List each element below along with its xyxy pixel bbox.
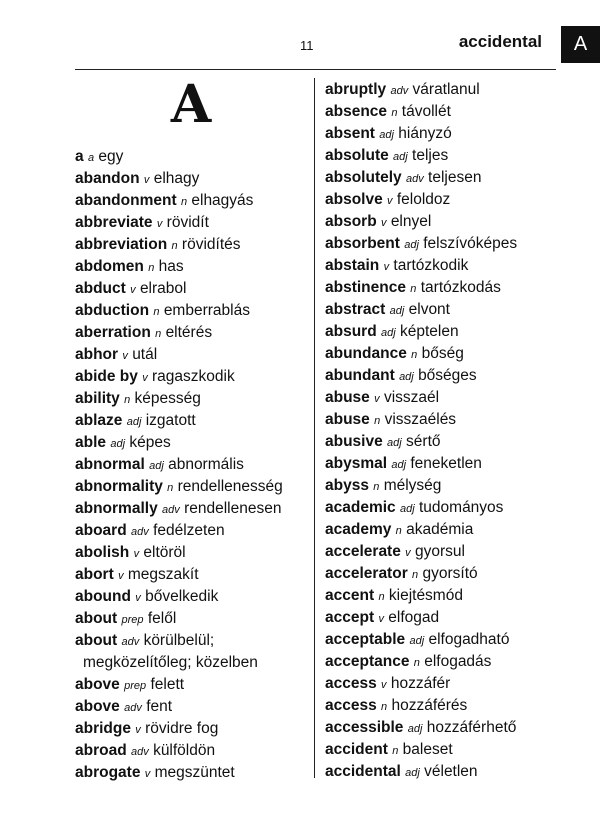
- translation: baleset: [402, 741, 453, 758]
- translation: megközelítőleg; közelben: [83, 654, 258, 671]
- translation: felszívóképes: [423, 235, 518, 252]
- left-column: [75, 146, 311, 784]
- translation: egy: [98, 148, 124, 165]
- part-of-speech: v: [142, 372, 148, 384]
- dictionary-entry: [325, 497, 561, 519]
- translation: abnormális: [168, 456, 244, 473]
- translation: teljesen: [428, 169, 482, 186]
- dictionary-entry: [75, 366, 311, 388]
- part-of-speech: n: [167, 482, 174, 494]
- dictionary-entry: [75, 630, 311, 652]
- translation: tartózkodás: [420, 279, 501, 296]
- dictionary-entry: [75, 696, 311, 718]
- part-of-speech: adv: [131, 526, 149, 538]
- part-of-speech: n: [155, 328, 162, 340]
- part-of-speech: adv: [121, 636, 140, 648]
- headword: accept: [325, 609, 375, 626]
- dictionary-entry: [325, 409, 561, 431]
- translation: visszaélés: [384, 411, 457, 428]
- dictionary-entry: [325, 123, 561, 145]
- translation: elfogadás: [424, 653, 492, 670]
- headword: abandon: [75, 170, 140, 187]
- headword: abnormally: [75, 500, 158, 517]
- dictionary-entry: [75, 300, 311, 322]
- headword: abyss: [325, 477, 369, 494]
- translation: mélység: [383, 477, 442, 494]
- headword: above: [75, 676, 120, 693]
- part-of-speech: v: [135, 724, 141, 736]
- guide-word: accidental: [458, 32, 542, 51]
- part-of-speech: adv: [405, 173, 424, 185]
- translation: izgatott: [145, 412, 196, 429]
- translation: rendellenesen: [184, 500, 282, 517]
- translation: eltöröl: [143, 544, 186, 561]
- headword: about: [75, 610, 118, 627]
- headword: able: [75, 434, 107, 451]
- translation: utál: [132, 346, 158, 363]
- translation: tudományos: [418, 499, 504, 516]
- part-of-speech: adj: [126, 416, 142, 428]
- headword: abysmal: [325, 455, 388, 472]
- dictionary-entry: [75, 278, 311, 300]
- dictionary-entry: [75, 388, 311, 410]
- headword: above: [75, 698, 120, 715]
- part-of-speech: v: [130, 284, 136, 296]
- headword: ability: [75, 390, 120, 407]
- dictionary-entry: [325, 255, 561, 277]
- headword: abbreviate: [75, 214, 153, 231]
- part-of-speech: prep: [121, 614, 144, 626]
- translation: elfogad: [388, 609, 440, 626]
- headword: abbreviation: [75, 236, 168, 253]
- headword: abide by: [75, 368, 138, 385]
- part-of-speech: n: [411, 349, 418, 361]
- dictionary-entry: [325, 541, 561, 563]
- part-of-speech: adj: [379, 129, 394, 141]
- dictionary-entry: [325, 211, 561, 233]
- part-of-speech: adj: [409, 635, 425, 647]
- part-of-speech: adj: [404, 239, 419, 251]
- part-of-speech: n: [180, 196, 188, 208]
- part-of-speech: n: [381, 701, 388, 713]
- translation: bővelkedik: [145, 588, 219, 605]
- dictionary-entry: [325, 651, 561, 673]
- translation: has: [158, 258, 184, 275]
- headword: abolish: [75, 544, 130, 561]
- dictionary-entry: [325, 431, 561, 453]
- headword: absolute: [325, 147, 389, 164]
- headword: access: [325, 675, 377, 692]
- dictionary-entry: [75, 564, 311, 586]
- dictionary-entry: [75, 256, 311, 278]
- dictionary-entry: [325, 277, 561, 299]
- headword: abstain: [325, 257, 380, 274]
- headword: abroad: [75, 742, 127, 759]
- dictionary-entry: [325, 387, 561, 409]
- part-of-speech: adj: [110, 438, 126, 450]
- header-rule: [75, 69, 556, 70]
- part-of-speech: n: [378, 591, 385, 603]
- part-of-speech: adj: [387, 437, 402, 449]
- translation: eltérés: [165, 324, 213, 341]
- part-of-speech: adv: [124, 702, 142, 714]
- part-of-speech: n: [373, 481, 380, 493]
- translation: rövidít: [166, 214, 209, 231]
- translation: fedélzeten: [153, 522, 225, 539]
- headword: abrogate: [75, 764, 141, 781]
- dictionary-entry: [75, 498, 311, 520]
- translation: elvont: [408, 301, 450, 318]
- headword: absurd: [325, 323, 377, 340]
- translation: elhagyás: [191, 192, 254, 209]
- headword: absent: [325, 125, 375, 142]
- part-of-speech: n: [153, 306, 160, 318]
- translation: hiányzó: [398, 125, 452, 142]
- headword: abound: [75, 588, 131, 605]
- headword: accelerator: [325, 565, 408, 582]
- translation: képes: [129, 434, 171, 451]
- dictionary-entry: [75, 762, 311, 784]
- headword: abandonment: [75, 192, 177, 209]
- part-of-speech: v: [118, 570, 124, 582]
- translation: elnyel: [390, 213, 432, 230]
- dictionary-entry: [325, 717, 561, 739]
- headword: abusive: [325, 433, 383, 450]
- headword: accent: [325, 587, 375, 604]
- translation: távollét: [401, 103, 451, 120]
- translation: külföldön: [153, 742, 216, 759]
- part-of-speech: n: [124, 394, 131, 406]
- translation: feloldoz: [396, 191, 451, 208]
- dictionary-entry: [75, 146, 311, 168]
- part-of-speech: v: [378, 613, 384, 625]
- translation: ragaszkodik: [152, 368, 235, 385]
- dictionary-entry: [75, 168, 311, 190]
- part-of-speech: adj: [389, 305, 405, 317]
- dictionary-entry: [325, 321, 561, 343]
- dictionary-entry: [325, 695, 561, 717]
- translation: fent: [146, 698, 173, 715]
- translation: felett: [150, 676, 185, 693]
- translation: sértő: [406, 433, 441, 450]
- part-of-speech: n: [171, 240, 178, 252]
- translation: rendellenesség: [177, 478, 283, 495]
- dictionary-entry: [325, 563, 561, 585]
- translation: elrabol: [139, 280, 187, 297]
- part-of-speech: n: [410, 283, 417, 295]
- headword: a: [75, 148, 84, 165]
- dictionary-entry: [75, 652, 311, 674]
- dictionary-entry: [325, 519, 561, 541]
- translation: tartózkodik: [393, 257, 469, 274]
- dictionary-entry: [75, 234, 311, 256]
- part-of-speech: a: [87, 152, 95, 164]
- headword: abort: [75, 566, 114, 583]
- part-of-speech: v: [387, 195, 393, 207]
- headword: abnormality: [75, 478, 163, 495]
- headword: absolve: [325, 191, 383, 208]
- dictionary-entry: [325, 475, 561, 497]
- translation: váratlanul: [412, 81, 480, 98]
- translation: elhagy: [153, 170, 200, 187]
- dictionary-entry: [325, 101, 561, 123]
- dictionary-entry: [75, 608, 311, 630]
- dictionary-entry: [325, 673, 561, 695]
- headword: abstinence: [325, 279, 406, 296]
- page-number: 11: [300, 38, 314, 53]
- headword: accident: [325, 741, 388, 758]
- translation: megszüntet: [154, 764, 235, 781]
- part-of-speech: n: [412, 569, 419, 581]
- dictionary-entry: [325, 343, 561, 365]
- part-of-speech: prep: [124, 680, 147, 692]
- dictionary-entry: [75, 212, 311, 234]
- headword: accidental: [325, 763, 401, 780]
- dictionary-entry: [75, 718, 311, 740]
- headword: about: [75, 632, 118, 649]
- dictionary-entry: [325, 739, 561, 761]
- part-of-speech: adj: [149, 460, 164, 472]
- dictionary-entry: [75, 322, 311, 344]
- headword: abstract: [325, 301, 386, 318]
- headword: abridge: [75, 720, 131, 737]
- part-of-speech: n: [392, 745, 399, 757]
- headword: absolutely: [325, 169, 402, 186]
- part-of-speech: adv: [131, 746, 149, 758]
- translation: hozzáfér: [390, 675, 451, 692]
- dictionary-entry: [325, 761, 561, 783]
- translation: hozzáférés: [391, 697, 468, 714]
- headword: abduction: [75, 302, 150, 319]
- translation: véletlen: [424, 763, 478, 780]
- part-of-speech: v: [156, 218, 163, 230]
- part-of-speech: v: [381, 217, 387, 229]
- part-of-speech: v: [133, 548, 140, 560]
- part-of-speech: adj: [399, 371, 414, 383]
- dictionary-entry: [75, 740, 311, 762]
- translation: hozzáférhető: [426, 719, 517, 736]
- section-letter: A: [170, 74, 212, 135]
- part-of-speech: adj: [381, 327, 396, 339]
- dictionary-entry: [75, 542, 311, 564]
- translation: kiejtésmód: [388, 587, 463, 604]
- headword: accessible: [325, 719, 404, 736]
- dictionary-entry: [325, 167, 561, 189]
- translation: emberrablás: [163, 302, 250, 319]
- dictionary-entry: [325, 585, 561, 607]
- headword: academy: [325, 521, 392, 538]
- part-of-speech: n: [395, 525, 402, 537]
- headword: abruptly: [325, 81, 387, 98]
- dictionary-entry: [325, 189, 561, 211]
- translation: körülbelül;: [143, 632, 215, 649]
- translation: bőséges: [418, 367, 477, 384]
- dictionary-entry: [325, 453, 561, 475]
- headword: abuse: [325, 411, 370, 428]
- dictionary-entry: [325, 299, 561, 321]
- part-of-speech: v: [144, 768, 151, 780]
- translation: rövidítés: [181, 236, 241, 253]
- headword: acceptable: [325, 631, 406, 648]
- headword: aboard: [75, 522, 127, 539]
- translation: képesség: [134, 390, 201, 407]
- dictionary-entry: [325, 79, 561, 101]
- part-of-speech: n: [374, 415, 381, 427]
- part-of-speech: v: [405, 547, 411, 559]
- part-of-speech: adj: [391, 459, 407, 471]
- translation: teljes: [412, 147, 449, 164]
- headword: aberration: [75, 324, 151, 341]
- translation: rövidre fog: [145, 720, 219, 737]
- translation: elfogadható: [428, 631, 510, 648]
- headword: abduct: [75, 280, 126, 297]
- dictionary-entry: [325, 629, 561, 651]
- right-column: [325, 79, 561, 783]
- part-of-speech: adj: [405, 767, 420, 779]
- part-of-speech: v: [122, 350, 128, 362]
- column-divider: [314, 78, 315, 778]
- translation: akadémia: [406, 521, 474, 538]
- translation: feneketlen: [410, 455, 482, 472]
- translation: bőség: [421, 345, 464, 362]
- part-of-speech: n: [391, 107, 398, 119]
- dictionary-entry: [325, 145, 561, 167]
- headword: academic: [325, 499, 396, 516]
- part-of-speech: n: [148, 262, 155, 274]
- headword: abhor: [75, 346, 119, 363]
- part-of-speech: v: [143, 174, 150, 186]
- dictionary-entry: [75, 344, 311, 366]
- dictionary-entry: [75, 454, 311, 476]
- headword: absorbent: [325, 235, 400, 252]
- part-of-speech: adv: [162, 504, 180, 516]
- translation: felől: [147, 610, 177, 627]
- thumb-index-tab: A: [561, 26, 600, 63]
- part-of-speech: adv: [390, 85, 409, 97]
- dictionary-entry: [75, 674, 311, 696]
- dictionary-entry: [75, 190, 311, 212]
- headword: ablaze: [75, 412, 123, 429]
- headword: abuse: [325, 389, 370, 406]
- translation: gyorsító: [422, 565, 478, 582]
- headword: absence: [325, 103, 388, 120]
- part-of-speech: v: [374, 393, 380, 405]
- headword: acceptance: [325, 653, 410, 670]
- headword: accelerate: [325, 543, 401, 560]
- part-of-speech: v: [135, 592, 141, 604]
- dictionary-entry: [75, 476, 311, 498]
- headword: abundant: [325, 367, 395, 384]
- dictionary-entry: [325, 365, 561, 387]
- translation: képtelen: [400, 323, 459, 340]
- dictionary-entry: [75, 410, 311, 432]
- dictionary-entry: [325, 607, 561, 629]
- headword: absorb: [325, 213, 377, 230]
- part-of-speech: adj: [407, 723, 423, 735]
- part-of-speech: v: [383, 261, 390, 273]
- headword: abdomen: [75, 258, 144, 275]
- part-of-speech: n: [413, 657, 420, 669]
- dictionary-entry: [75, 432, 311, 454]
- headword: access: [325, 697, 377, 714]
- part-of-speech: v: [381, 679, 387, 691]
- dictionary-entry: [325, 233, 561, 255]
- translation: gyorsul: [414, 543, 465, 560]
- headword: abundance: [325, 345, 407, 362]
- translation: visszaél: [383, 389, 440, 406]
- part-of-speech: adj: [399, 503, 415, 515]
- dictionary-entry: [75, 586, 311, 608]
- part-of-speech: adj: [393, 151, 408, 163]
- headword: abnormal: [75, 456, 145, 473]
- translation: megszakít: [127, 566, 199, 583]
- dictionary-entry: [75, 520, 311, 542]
